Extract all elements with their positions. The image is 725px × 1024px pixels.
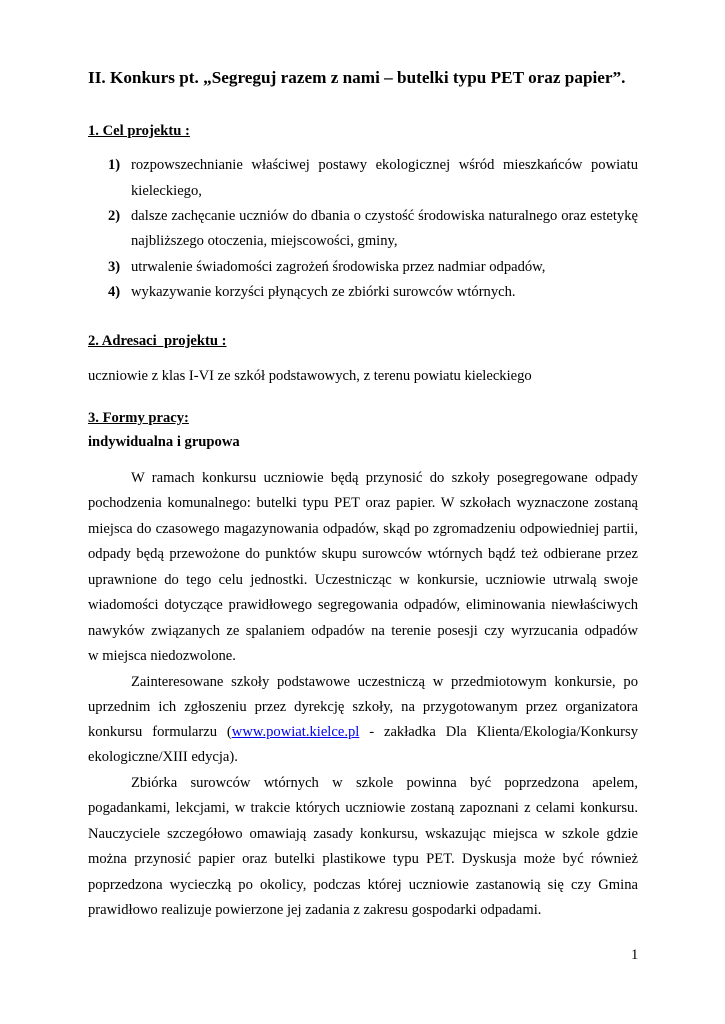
- paragraph-line: W ramach konkursu uczniowie będą przynosić do szkoły posegregowane odpady: [131, 470, 638, 486]
- list-item-number: 3): [108, 259, 121, 275]
- section-3-heading: 3. Formy pracy:: [88, 410, 189, 426]
- paragraph-line: uprzednim ich zgłoszeniu przez dyrekcję szkoły, na przygotowanym przez organizatora: [88, 699, 638, 715]
- section-2-heading: 2. Adresaci projektu :: [88, 333, 227, 349]
- paragraph-line: wiadomości dotyczące prawidłowego segregowania odpadów, eliminowania niewłaściwych: [88, 597, 638, 613]
- paragraph-line: Zbiórka surowców wtórnych w szkole powinna być poprzedzona apelem,: [131, 775, 638, 791]
- section-2-text: uczniowie z klas I-VI ze szkół podstawowych, z terenu powiatu kieleckiego: [88, 368, 532, 384]
- paragraph-line: w miejsca niedozwolone.: [88, 648, 236, 664]
- paragraph-line: Zainteresowane szkoły podstawowe uczestniczą w przedmiotowym konkursie, po: [131, 674, 638, 690]
- paragraph-line: poprzedzona wycieczką po okolicy, podczas której uczniowie zastanowią się czy Gmina: [88, 877, 638, 893]
- list-item-number: 4): [108, 284, 121, 300]
- paragraph-text: konkursu formularzu (: [88, 724, 232, 740]
- list-item-text: utrwalenie świadomości zagrożeń środowiska przez nadmiar odpadów,: [131, 259, 546, 275]
- list-item-text: wykazywanie korzyści płynących ze zbiórki surowców wtórnych.: [131, 284, 516, 300]
- list-item-number: 1): [108, 157, 121, 173]
- list-item-text: rozpowszechnianie właściwej postawy ekologicznej wśród mieszkańców powiatu: [131, 157, 638, 173]
- paragraph-line: nawyków związanych ze spalaniem odpadów na terenie posesji czy wyrzucania odpadów: [88, 623, 638, 639]
- list-item-text: najbliższego otoczenia, miejscowości, gminy,: [131, 233, 398, 249]
- list-item-text: dalsze zachęcanie uczniów do dbania o czystość środowiska naturalnego oraz estetykę: [131, 208, 638, 224]
- list-item-text: kieleckiego,: [131, 183, 202, 199]
- paragraph-text: - zakładka Dla Klienta/Ekologia/Konkursy: [359, 724, 638, 740]
- document-title: II. Konkurs pt. „Segreguj razem z nami – butelki typu PET oraz papier”.: [88, 68, 626, 87]
- website-link[interactable]: www.powiat.kielce.pl: [231, 724, 360, 740]
- section-3-subheading: indywidualna i grupowa: [88, 434, 240, 450]
- paragraph-line: pogadankami, lekcjami, w trakcie których uczniowie zostaną zapoznani z celami konkursu.: [88, 800, 638, 816]
- page-number: 1: [631, 947, 639, 963]
- paragraph-line-with-link: [88, 724, 638, 741]
- paragraph-line: można przynosić papier oraz butelki plastikowe typu PET. Dyskusja może być również: [88, 851, 638, 867]
- paragraph-line: ekologiczne/XIII edycja).: [88, 749, 238, 765]
- paragraph-line: odpady będą przewożone do punktów skupu surowców wtórnych bądź też odbierane przez: [88, 546, 638, 562]
- section-1-heading: 1. Cel projektu :: [88, 123, 190, 139]
- list-item-number: 2): [108, 208, 121, 224]
- paragraph-line: Nauczyciele szczegółowo omawiają zasady konkursu, wskazując miejsca w szkole gdzie: [88, 826, 638, 842]
- paragraph-line: miejsca do czasowego magazynowania odpadów, skąd po zgromadzeniu odpowiedniej partii,: [88, 521, 638, 537]
- paragraph-line: uprawnione do tego celu jednostki. Uczestnicząc w konkursie, uczniowie utrwalą swoje: [88, 572, 638, 588]
- paragraph-line: pochodzenia komunalnego: butelki typu PET oraz papier. W szkołach wyznaczone zostaną: [88, 495, 638, 511]
- paragraph-line: prawidłowo realizuje powierzone jej zadania z zakresu gospodarki odpadami.: [88, 902, 542, 918]
